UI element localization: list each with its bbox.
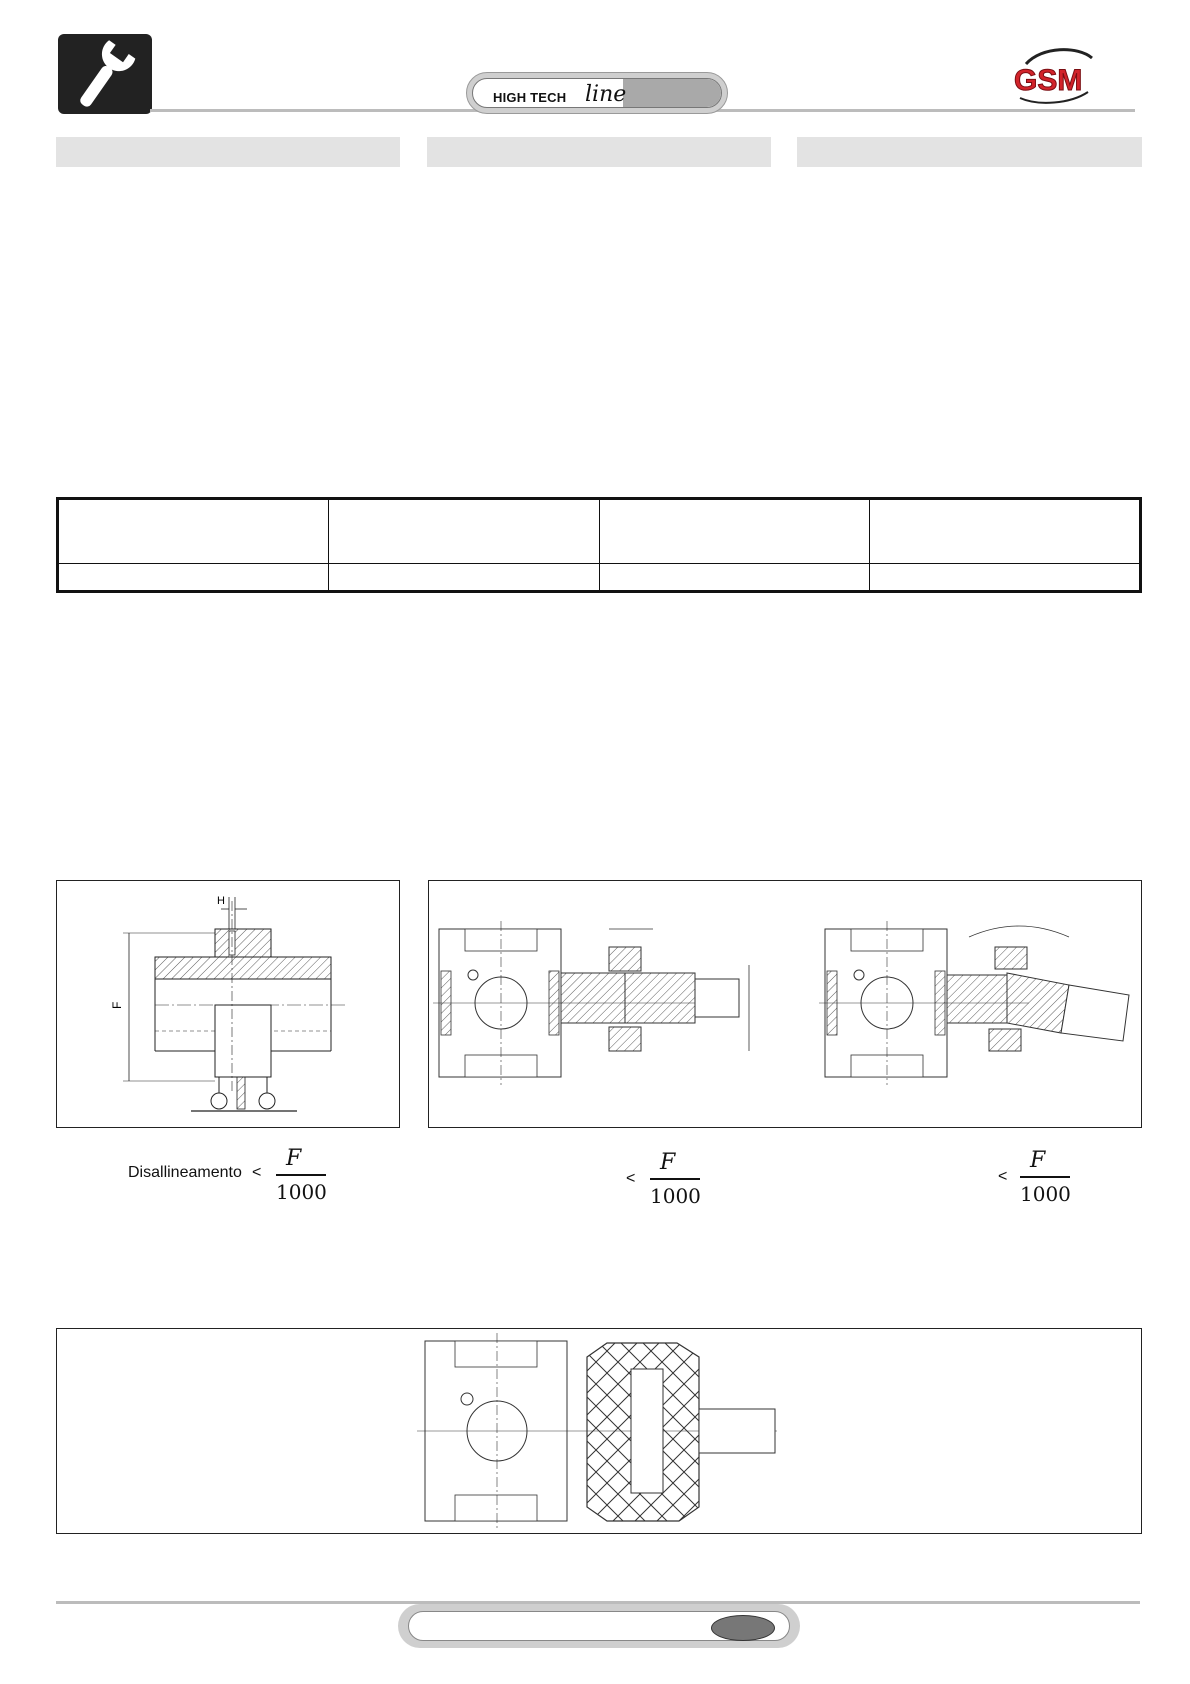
table-cell [329,564,599,591]
formula-numerator: F [660,1150,676,1175]
formula-left [128,1146,348,1214]
formula-mid [626,1150,746,1214]
coupling-guard-figure [56,1328,1142,1534]
formula-denominator: 1000 [276,1180,327,1204]
table-cell [869,500,1139,564]
formula-op: < [626,1170,636,1187]
label-h: H [217,895,225,907]
formula-numerator: F [1030,1148,1046,1173]
formula-denominator: 1000 [1020,1182,1071,1206]
coupling-measure-figure [56,880,400,1128]
label-f: F [110,1001,124,1009]
section-bar-2 [427,137,771,167]
brand-pill [466,72,728,114]
table-cell [869,564,1139,591]
formula-label: Disallineamento [128,1164,242,1181]
formula-numerator: F [286,1146,302,1171]
fraction-bar [650,1178,700,1180]
table-cell [599,500,869,564]
spec-table [56,497,1142,593]
fraction-bar [1020,1176,1070,1178]
formula-op: < [998,1168,1008,1185]
wrench-icon-box [58,34,152,114]
page-number-badge [711,1615,775,1641]
brand-prefix: HIGH TECH [493,90,567,105]
formula-op: < [252,1164,262,1181]
table-cell [329,500,599,564]
footer-pill [398,1604,800,1648]
wrench-icon [58,34,152,114]
formula-right [998,1148,1118,1212]
table-cell [59,500,329,564]
table-cell [59,564,329,591]
section-bar-3 [797,137,1142,167]
section-bar-1 [56,137,400,167]
logo-text: GSM [1014,64,1083,97]
table-cell [599,564,869,591]
gsm-logo [1008,44,1098,108]
fraction-bar [276,1174,326,1176]
brand-script: line [585,82,627,107]
formula-denominator: 1000 [650,1184,701,1208]
misalignment-figure [428,880,1142,1128]
